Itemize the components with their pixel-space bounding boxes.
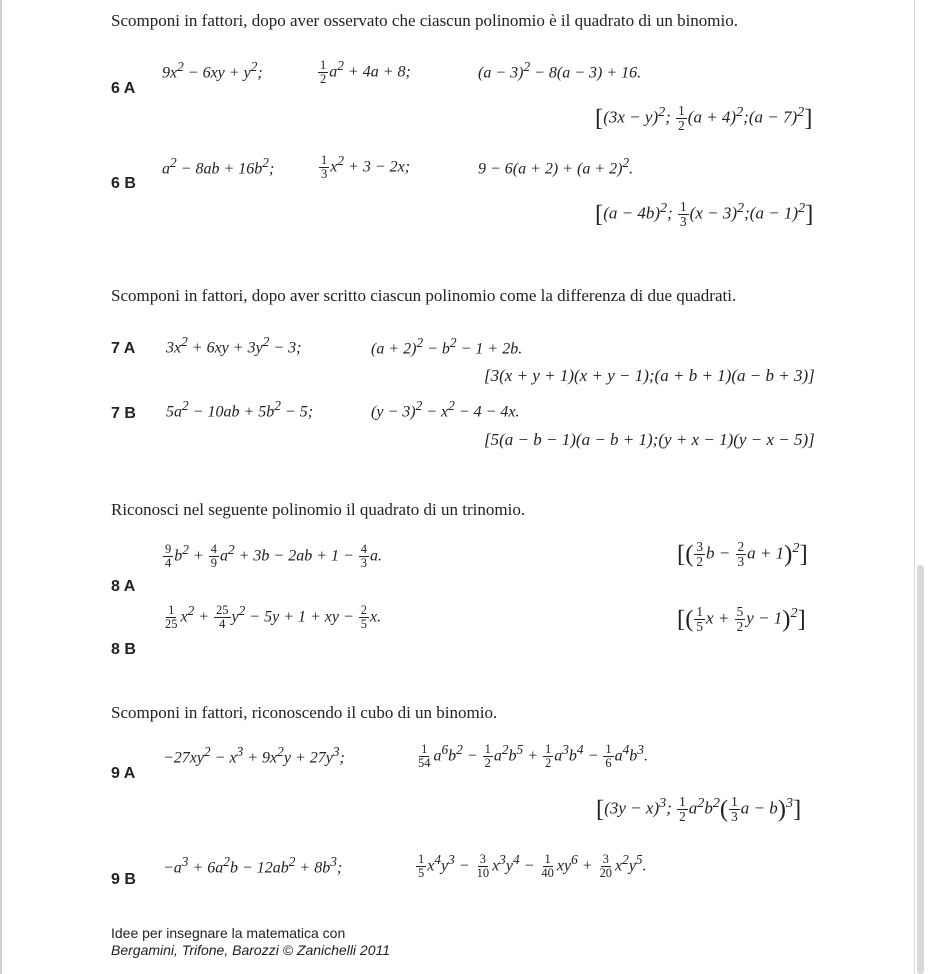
exercise-6b-item-3: $9 - 6(a + 2) + (a + 2)^2$. (478, 155, 634, 178)
exercise-label-7b: 7 B (111, 405, 136, 422)
exercise-7b-item-1: $5a^2 - 10ab + 5b^2 - 5$; (166, 398, 314, 421)
exercise-7b-item-2: $(y - 3)^2 - x^2 - 4 - 4x$. (371, 398, 520, 421)
exercise-9b-item-2: $\frac{1}{5}$ $x^4y^3$ − $\frac{3}{10}$ $x^3y^4$ − $\frac{1}{40}$ $xy^6$ + $\frac{3}{20}$ $x^2y^5$. (418, 852, 647, 881)
scrollbar-thumb[interactable] (917, 565, 924, 974)
exercise-8a-solution: [( $\frac{3}{2}$ b − $\frac{2}{3}$ a + 1)$^2$] (677, 539, 808, 570)
footer-line-1: Idee per insegnare la matematica con (111, 925, 346, 941)
section-heading-3: Riconosci nel seguente polinomio il quadrato di un trinomio. (111, 500, 526, 519)
exercise-label-8a: 8 A (111, 578, 136, 595)
section-heading-1: Scomponi in fattori, dopo aver osservato che ciascun polinomio è il quadrato di un binomio. (111, 11, 738, 30)
exercise-6a-solution: [$(3x - y)^2$; $\frac{1}{2}$ $(a + 4)^2;(a - 7)^2$] (595, 103, 813, 134)
exercise-7b-solution: [5(a − b − 1)(a − b + 1);(y + x − 1)(y − x − 5)] (484, 430, 815, 449)
footer-line-2: Bergamini, Trifone, Barozzi © Zanichelli 2011 (111, 942, 391, 958)
exercise-9a-item-2: $\frac{1}{54}$ $a^6b^2$ − $\frac{1}{2}$ $a^2b^5$ + $\frac{1}{2}$ $a^3b^4$ − $\frac{1}{6}$ $a^4b^3$. (418, 742, 648, 771)
page-left-edge (0, 0, 2, 974)
exercise-6b-item-1: $a^2 - 8ab + 16b^2$; (162, 155, 275, 178)
exercise-9a-solution: [$(3y - x)^3$; $\frac{1}{2}$ $a^2b^2$( $\frac{1}{3}$ a − b)$^3$] (596, 794, 802, 825)
exercise-label-7a: 7 A (111, 340, 136, 357)
exercise-9a-item-1: $-27xy^2 - x^3 + 9x^2y + 27y^3$; (163, 744, 345, 767)
exercise-6b-item-2: $\frac{1}{3}$ $x^2 + 3 - 2x$; (321, 153, 411, 182)
exercise-6a-item-2: $\frac{1}{2}$ $a^2 + 4a + 8$; (320, 58, 411, 87)
exercise-8b-item-1: $\frac{1}{25}$ $x^2$ + $\frac{25}{4}$ $y^2 - 5y + 1$ + xy − $\frac{2}{5}$ x. (165, 603, 382, 632)
exercise-label-6b: 6 B (111, 175, 136, 192)
exercise-7a-item-2: $(a + 2)^2 - b^2 - 1 + 2b$. (371, 335, 523, 358)
section-heading-2: Scomponi in fattori, dopo aver scritto ciascun polinomio come la differenza di due quadrati. (111, 286, 737, 305)
exercise-6a-item-1: $9x^2 - 6xy + y^2$; (162, 59, 263, 82)
exercise-label-9a: 9 A (111, 765, 136, 782)
page-right-edge (914, 0, 915, 974)
exercise-label-9b: 9 B (111, 871, 136, 888)
exercise-6a-item-3: $(a - 3)^2 - 8(a - 3) + 16$. (478, 59, 642, 82)
exercise-label-6a: 6 A (111, 80, 136, 97)
exercise-8b-solution: [( $\frac{1}{5}$ x + $\frac{5}{2}$ y − 1)$^2$] (677, 604, 806, 635)
exercise-label-8b: 8 B (111, 641, 136, 658)
exercise-9b-item-1: $-a^3 + 6a^2b - 12ab^2 + 8b^3$; (163, 854, 343, 877)
section-heading-4: Scomponi in fattori, riconoscendo il cubo di un binomio. (111, 703, 498, 722)
exercise-7a-item-1: $3x^2 + 6xy + 3y^2 - 3$; (166, 334, 302, 357)
exercise-6b-solution: [$(a - 4b)^2$; $\frac{1}{3}$ $(x - 3)^2;(a - 1)^2$] (595, 199, 814, 230)
exercise-7a-solution: [3(x + y + 1)(x + y − 1);(a + b + 1)(a − b + 3)] (484, 366, 815, 385)
exercise-8a-item-1: $\frac{9}{4}$ $b^2$ + $\frac{4}{9}$ $a^2 + 3b - 2ab + 1$ − $\frac{4}{3}$ a. (165, 542, 383, 571)
